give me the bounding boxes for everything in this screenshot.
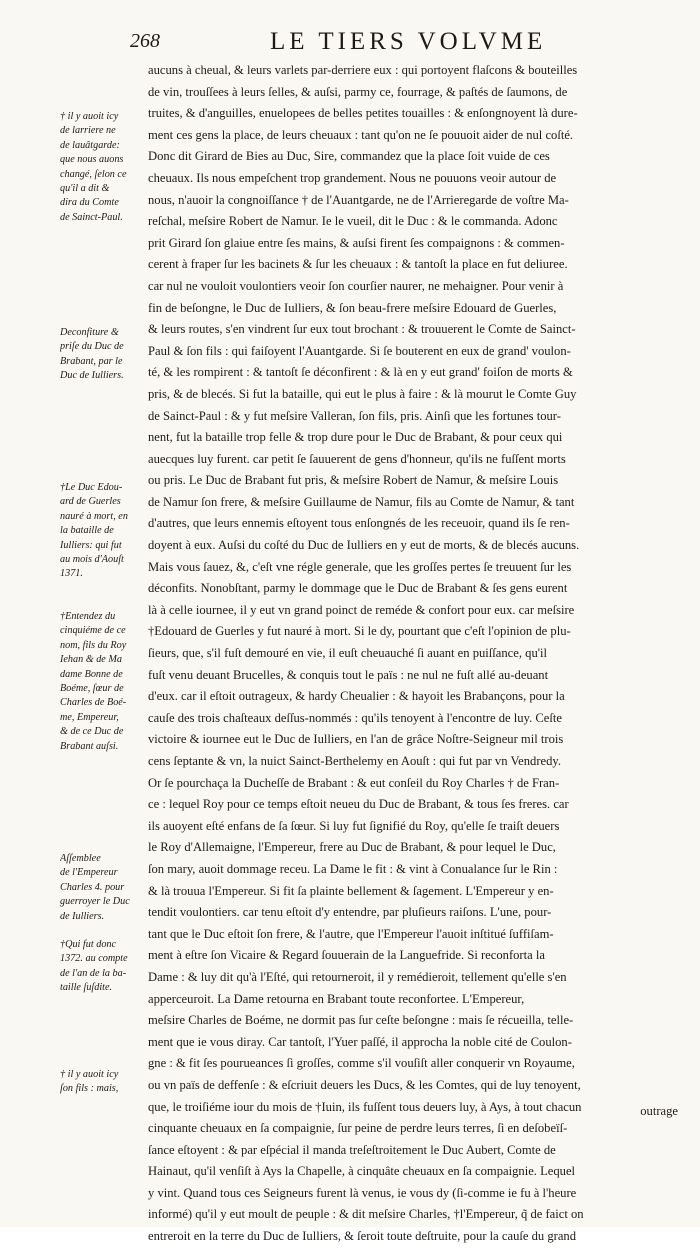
text-line: cheuaux. Ils nous empeſchent trop grandement. Nous ne pouuons veoir autour de xyxy=(148,170,557,185)
margin-note-line: Deconfiture & xyxy=(60,327,119,338)
catchword: outrage xyxy=(640,1104,678,1118)
margin-note-line: Iehan & de Ma xyxy=(60,654,122,666)
margin-note-line: ard de Guerles xyxy=(60,496,121,508)
margin-note-line: Charles 4. pour xyxy=(60,881,125,893)
margin-note-line: taille ſuſdite. xyxy=(60,982,113,994)
margin-note-line: de Iulliers. xyxy=(60,910,105,922)
margin-note-line: la bataille de xyxy=(60,525,114,537)
text-line: ſieurs, que, s'il fuſt demouré en vie, il euſt cheuauché ſi auant en puiſſance, qu'il xyxy=(148,646,548,661)
text-line: nous, n'auoir la congnoiſſance † de l'Auantgarde, ne de l'Arrieregarde de voſtre Ma- xyxy=(148,192,569,207)
margin-note-line: Boéme, ſœur de xyxy=(60,683,124,695)
margin-note-line: dame Bonne de xyxy=(60,668,123,680)
text-line: informé) qu'il y eut moult de peuple : & dit meſsire Charles, †l'Empereur, q̃ de faict on xyxy=(148,1207,584,1222)
text-line: doyent à eux. Auſsi du coſté du Duc de Iulliers en y eut de morts, & de blecés aucuns. xyxy=(148,538,580,553)
margin-note-line: de l'an de la ba- xyxy=(60,967,127,979)
running-title: LE TIERS VOLVME xyxy=(270,28,547,55)
text-line: victoire & iournee eut le Duc de Iulliers, en l'an de grâce Noſtre-Seigneur mil trois xyxy=(148,732,564,747)
margin-note-line: Brabant, par le xyxy=(60,355,123,367)
text-line: truites, & d'anguilles, enuelopees de belles petites touailles : & enſongnoyent là dure- xyxy=(148,106,578,121)
margin-note-line: de larriere ne xyxy=(60,125,116,137)
text-line: & leurs routes, s'en vindrent ſur eux tout brochant : & trouuerent le Comte de Sainct- xyxy=(148,322,576,337)
text-line: Or ſe pourchaça la Ducheſſe de Brabant : & eut conſeil du Roy Charles † de Fran- xyxy=(148,775,560,790)
text-line: ou pris. Le Duc de Brabant fut pris, & meſsire Robert de Namur, & meſsire Louis xyxy=(148,473,559,488)
margin-note-line: priſe du Duc de xyxy=(60,341,124,353)
text-line: d'autres, que leurs ennemis eſtoyent tous enſongnés de les receuoir, quand ils ſe ren- xyxy=(148,516,570,531)
main-text-column xyxy=(148,60,678,1248)
text-line: de Sainct-Paul : & y fut meſsire Valleran, ſon fils, pris. Ainſi que les fortunes tour- xyxy=(148,408,561,423)
text-line: reſchal, meſsire Robert de Namur. Ie le vueil, dit le Duc : & le commanda. Adonc xyxy=(148,214,558,229)
text-line: Hainaut, qu'il venſiſt à Ays la Chapelle, à cinquâte cheuaux en ſa compaignie. Lequel xyxy=(148,1164,576,1179)
text-line: prit Girard ſon glaiue entre ſes mains, & auſsi firent ſes compaignons : & commen- xyxy=(148,235,565,250)
margin-note-line: nom, fils du Roy xyxy=(60,639,127,651)
text-line: là à celle iournee, il y eut vn grand poinct de reméde & confort pour eux. car meſsire xyxy=(148,602,575,617)
margin-note-line: guerroyer le Duc xyxy=(60,896,130,908)
text-line: & là trouua l'Empereur. Si fit ſa plainte bellement & ſagement. L'Empereur y en- xyxy=(148,883,554,898)
margin-note-line: †Le Duc Edou- xyxy=(60,482,123,493)
text-line: déconfits. Nonobſtant, parmy le dommage que le Duc de Brabant & ſes gens eurent xyxy=(148,581,568,596)
margin-note-line: Brabant auſsi. xyxy=(60,740,119,752)
text-line: cerent à fraper ſur les bacinets & ſur les cheuaux : & tantoſt la place en fut deliuree. xyxy=(148,257,568,272)
text-line: cauſe des trois chaſteaux deſſus-nommés : qu'ils tenoyent à l'encontre de luy. Ceſte xyxy=(148,710,562,725)
text-line: ils auoyent eſté enfans de ſa ſœur. Si luy fut ſignifié du Roy, qu'elle ſe traiſt deuers xyxy=(148,818,560,833)
text-line: d'eux. car il eſtoit outrageux, & hardy Cheualier : & hayoit les Brabançons, pour la xyxy=(148,689,565,704)
text-line: de vin, trouſſees à leurs ſelles, & auſsi, parmy ce, fourrage, & paſtés de ſaumons, de xyxy=(148,84,568,99)
margin-note-line: Iulliers: qui fut xyxy=(60,539,122,551)
text-line: ou vn païs de deffenſe : & eſcriuit deuers les Ducs, & les Comtes, qui de luy tenoyent, xyxy=(148,1077,581,1092)
text-line: tendit voulontiers. car tenu eſtoit d'y entendre, par pluſieurs raiſons. L'une, pour- xyxy=(148,905,552,920)
margin-note-line: que nous auons xyxy=(60,154,124,166)
margin-note-line: me, Empereur, xyxy=(60,711,119,723)
text-line: ment que ie vous diray. Car tantoſt, l'Yuer paſſé, il approcha la noble cité de Coulon- xyxy=(148,1034,572,1049)
text-line: pris, & de blecés. Si fut la bataille, qui eut le plus à faire : & là mourut le Comte Guy xyxy=(148,386,577,401)
text-line: fuſt venu deuant Brucelles, & conquis tout le païs : ne nul ne fuſt allé au-deuant xyxy=(148,667,549,682)
margin-note-line: Aſſemblee xyxy=(60,853,101,864)
margin-note-line: †Entendez du xyxy=(60,611,116,622)
margin-note-line: † il y auoit icy xyxy=(60,111,119,122)
text-line: cens ſeptante & vn, la nuict Sainct-Berthelemy en Aouſt : qui fut par vn Vendredy. xyxy=(148,754,562,768)
margin-note-line: 1371. xyxy=(60,568,83,580)
margin-note-line: qu'il a dit & xyxy=(60,183,110,195)
text-line: Dame : & luy dit qu'à l'Eſté, qui retourneroit, il y remédieroit, tellement qu'elle s'en xyxy=(148,969,567,984)
text-line: auecques luy furent. car petit ſe ſauuerent de gens d'honneur, qu'ils ne fuſſent morts xyxy=(148,451,566,466)
text-line: apperceuroit. La Dame retourna en Brabant toute reconfortee. L'Empereur, xyxy=(148,991,525,1006)
margin-note xyxy=(60,610,146,754)
text-line: cinquante cheuaux en ſa compaignie, ſur peine de perdre leurs terres, ſi en deſobeïſ- xyxy=(148,1121,568,1136)
margin-note xyxy=(60,110,146,225)
page-header xyxy=(130,28,690,58)
margin-note-line: de Sainct-Paul. xyxy=(60,211,123,223)
text-line: meſsire Charles de Boéme, ne dormit pas ſur ceſte beſongne : mais ſe récueilla, telle- xyxy=(148,1013,574,1028)
margin-note-line: † il y auoit icy xyxy=(60,1069,119,1080)
text-line: †Edouard de Guerles y fut nauré à mort. Si le dy, pourtant que c'eſt l'opinion de plu- xyxy=(148,624,571,639)
margin-note-line: dira du Comte xyxy=(60,197,119,209)
text-line: ſon mary, auoit dommage receu. La Dame le fit : & vint à Conualance ſur le Rin : xyxy=(148,861,558,876)
margin-note-line: & de ce Duc de xyxy=(60,726,124,738)
margin-note-line: changé, ſelon ce xyxy=(60,168,127,180)
margin-note-line: au mois d'Aouſt xyxy=(60,554,124,566)
margin-note-line: ſon fils : mais, xyxy=(60,1083,119,1095)
text-line: tant que le Duc eſtoit ſon frere, & l'autre, que l'Empereur l'auoit inſtitué ſuffiſam- xyxy=(148,926,554,941)
text-line: gne : & fit ſes pourueances ſi groſſes, comme s'il vouſiſt aller conquerir vn Royaume, xyxy=(148,1056,575,1071)
text-line: le Roy d'Allemaigne, l'Empereur, frere au Duc de Brabant, & pour lequel le Duc, xyxy=(148,840,556,855)
margin-note xyxy=(60,1068,146,1097)
margin-note xyxy=(60,326,146,384)
margin-note-line: de l'Empereur xyxy=(60,867,118,879)
page-number: 268 xyxy=(130,30,160,52)
text-line: fin de beſongne, le Duc de Iulliers, & ſon beau-frere meſsire Edouard de Guerles, xyxy=(148,300,557,315)
text-line: que, le troiſiéme iour du mois de †Iuin, ils fuſſent tous deuers luy, à Ays, à tout chacun xyxy=(148,1099,582,1114)
margin-note-line: cinquiéme de ce xyxy=(60,625,126,637)
margin-note xyxy=(60,852,146,924)
margin-note-line: Duc de Iulliers. xyxy=(60,370,124,382)
text-line: y vint. Quand tous ces Seigneurs furent là venus, ie vous dy (ſi-comme ie fu à l'heure xyxy=(148,1185,577,1200)
margin-note-line: nauré à mort, en xyxy=(60,510,128,522)
margin-note-line: Charles de Boé- xyxy=(60,697,127,709)
text-line: car nul ne vouloit voulontiers veoir ſon courſier naurer, ne mehaigner. Pour venir à xyxy=(148,278,564,293)
text-line: aucuns à cheual, & leurs varlets par-derriere eux : qui portoyent flaſcons & bouteilles xyxy=(148,63,578,77)
margin-note-line: 1372. au compte xyxy=(60,953,128,965)
text-line: nent, fut la bataille trop felle & trop dure pour le Duc de Brabant, & pour ceux qui xyxy=(148,430,563,445)
margin-note xyxy=(60,938,146,996)
text-line: entreroit en la terre du Duc de Iulliers, & ſeroit toute deſtruite, pour la cauſe du grand xyxy=(148,1229,577,1244)
text-line: ce : lequel Roy pour ce temps eſtoit neueu du Duc de Brabant, & tous ſes freres. car xyxy=(148,797,569,812)
text-line: Mais vous ſauez, &, c'eſt vne régle generale, que les groſſes pertes ſe treuuent ſur les xyxy=(148,559,572,574)
text-line: té, & les rompirent : & tantoſt ſe déconfirent : & là en y eut grand' foiſon de morts & xyxy=(148,365,573,380)
text-line: Donc dit Girard de Bies au Duc, Sire, commandez que la place ſoit vuide de ces xyxy=(148,149,550,164)
text-line: ment à eſtre ſon Vicaire & Regard ſouuerain de la Languefride. Si reconforta la xyxy=(148,948,545,963)
text-line: Paul & ſon fils : qui faiſoyent l'Auantgarde. Si ſe bouterent en eux de grand' voulon- xyxy=(148,343,571,358)
margin-note-line: †Qui fut donc xyxy=(60,939,117,950)
margin-note xyxy=(60,481,146,582)
margin-note-line: de lauâtgarde: xyxy=(60,139,120,151)
text-line: ment ces gens la place, de leurs cheuaux : tant qu'on ne ſe pouuoit aider de nul coſté. xyxy=(148,127,574,142)
text-line: de Namur ſon frere, & meſsire Guillaume de Namur, fils au Comte de Namur, & tant xyxy=(148,494,575,509)
text-line: ſance eſtoyent : & par eſpécial il manda treſeſtroitement le Duc Aubert, Comte de xyxy=(148,1142,556,1157)
